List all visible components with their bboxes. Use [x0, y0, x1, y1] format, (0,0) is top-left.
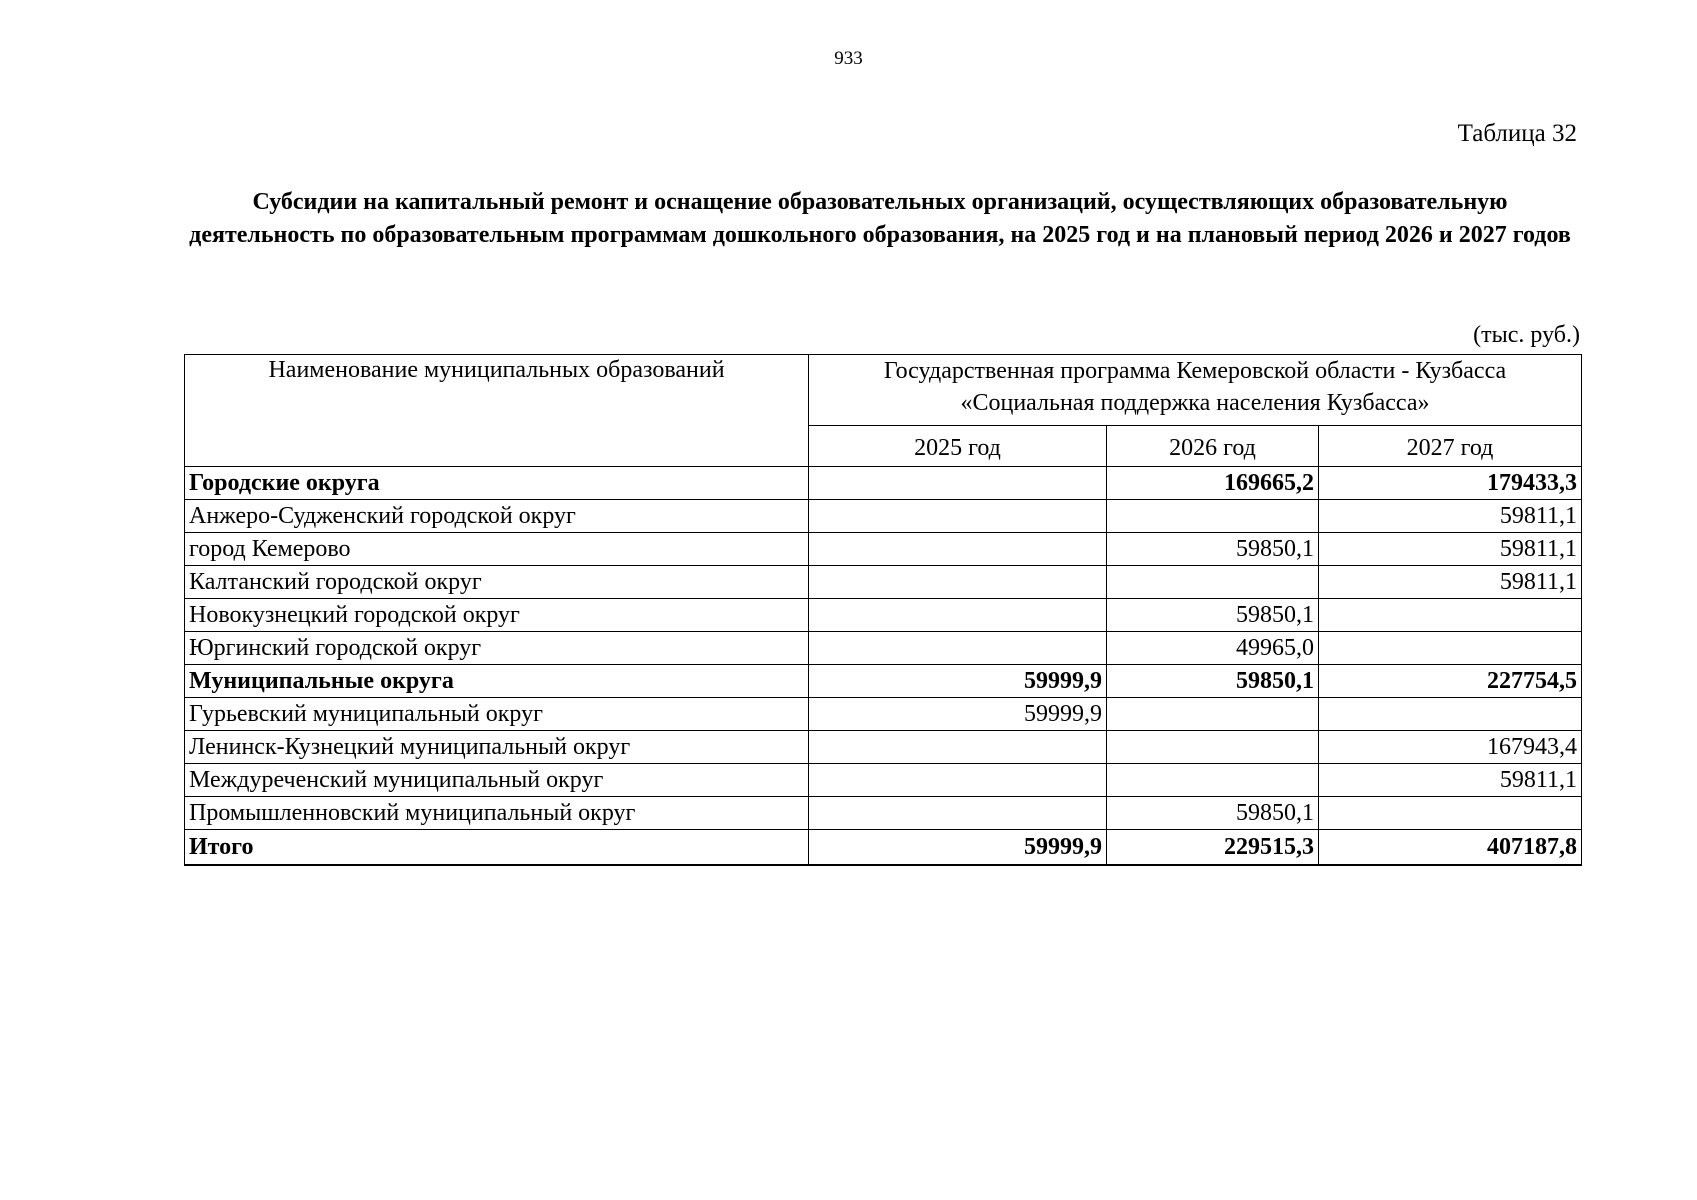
- header-program-line1: Государственная программа Кемеровской области - Кузбасса: [883, 358, 1507, 384]
- value-2026-cell: 59850,1: [1107, 665, 1319, 698]
- table-row: [185, 632, 1582, 665]
- municipality-name-cell: Городские округа: [185, 467, 809, 500]
- header-program-line2: «Социальная поддержка населения Кузбасса»: [960, 390, 1430, 416]
- value-2027-cell: 227754,5: [1319, 665, 1582, 698]
- municipality-name-cell: Междуреченский муниципальный округ: [185, 764, 809, 797]
- table-row: [185, 566, 1582, 599]
- value-2026-cell: 169665,2: [1107, 467, 1319, 500]
- value-2025-cell: [809, 533, 1107, 566]
- value-2027-cell: 59811,1: [1319, 500, 1582, 533]
- value-2026-cell: 49965,0: [1107, 632, 1319, 665]
- municipality-name-cell: Промышленновский муниципальный округ: [185, 797, 809, 830]
- header-year-2026: 2026 год: [1107, 426, 1319, 467]
- municipality-name-cell: Муниципальные округа: [185, 665, 809, 698]
- value-2027-cell: [1319, 698, 1582, 731]
- page-number: 933: [834, 48, 863, 69]
- table-row: [185, 797, 1582, 830]
- municipality-name-cell: Калтанский городской округ: [185, 566, 809, 599]
- municipality-name-cell: Новокузнецкий городской округ: [185, 599, 809, 632]
- value-2026-cell: [1107, 764, 1319, 797]
- header-municipality-name: Наименование муниципальных образований: [185, 355, 809, 467]
- value-2025-cell: 59999,9: [809, 830, 1107, 866]
- table-row: [185, 665, 1582, 698]
- municipality-name-cell: Анжеро-Судженский городской округ: [185, 500, 809, 533]
- value-2026-cell: 59850,1: [1107, 533, 1319, 566]
- table-body: [185, 467, 1582, 866]
- table-row: [185, 731, 1582, 764]
- value-2026-cell: [1107, 698, 1319, 731]
- value-2026-cell: 229515,3: [1107, 830, 1319, 866]
- value-2025-cell: [809, 731, 1107, 764]
- value-2027-cell: 179433,3: [1319, 467, 1582, 500]
- value-2027-cell: [1319, 797, 1582, 830]
- value-2025-cell: [809, 467, 1107, 500]
- municipality-name-cell: город Кемерово: [185, 533, 809, 566]
- value-2026-cell: 59850,1: [1107, 797, 1319, 830]
- value-2027-cell: 59811,1: [1319, 566, 1582, 599]
- table-row: [185, 599, 1582, 632]
- value-2027-cell: 407187,8: [1319, 830, 1582, 866]
- value-2026-cell: [1107, 500, 1319, 533]
- municipality-name-cell: Гурьевский муниципальный округ: [185, 698, 809, 731]
- table-row: [185, 698, 1582, 731]
- municipality-name-cell: Юргинский городской округ: [185, 632, 809, 665]
- value-2027-cell: [1319, 632, 1582, 665]
- header-year-2027: 2027 год: [1319, 426, 1582, 467]
- value-2025-cell: [809, 632, 1107, 665]
- value-2026-cell: [1107, 731, 1319, 764]
- value-2025-cell: [809, 797, 1107, 830]
- value-2027-cell: 59811,1: [1319, 533, 1582, 566]
- value-2026-cell: [1107, 566, 1319, 599]
- value-2025-cell: 59999,9: [809, 698, 1107, 731]
- municipality-name-cell: Ленинск-Кузнецкий муниципальный округ: [185, 731, 809, 764]
- value-2026-cell: 59850,1: [1107, 599, 1319, 632]
- value-2025-cell: 59999,9: [809, 665, 1107, 698]
- table-row: [185, 467, 1582, 500]
- table-row: [185, 533, 1582, 566]
- value-2025-cell: [809, 500, 1107, 533]
- municipality-name-cell: Итого: [185, 830, 809, 866]
- units-label: (тыс. руб.): [1473, 322, 1580, 348]
- value-2027-cell: 59811,1: [1319, 764, 1582, 797]
- header-program: [809, 355, 1582, 426]
- table-label: Таблица 32: [1457, 120, 1577, 147]
- value-2027-cell: 167943,4: [1319, 731, 1582, 764]
- header-year-2025: 2025 год: [809, 426, 1107, 467]
- value-2027-cell: [1319, 599, 1582, 632]
- subsidies-table: [184, 354, 1582, 866]
- table-row: [185, 500, 1582, 533]
- table-row: [185, 830, 1582, 866]
- value-2025-cell: [809, 764, 1107, 797]
- value-2025-cell: [809, 566, 1107, 599]
- document-title: Субсидии на капитальный ремонт и оснащение образовательных организаций, осуществляющих образовательную деятельность по образовательным программам дошкольного образования, на 2025 год и на плановый период 2026 и 2027 годов: [189, 189, 1571, 248]
- value-2025-cell: [809, 599, 1107, 632]
- table-row: [185, 764, 1582, 797]
